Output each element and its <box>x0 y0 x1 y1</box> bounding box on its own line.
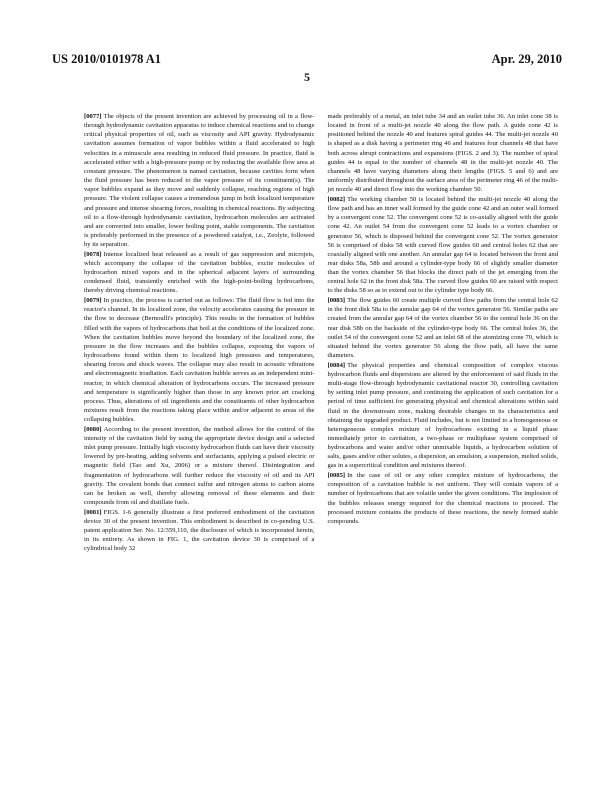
paragraph-0078 <box>84 250 315 296</box>
paragraph-0080 <box>84 425 315 507</box>
page-number: 5 <box>304 70 310 84</box>
paragraph-text: In the case of oil or any other complex mixture of hydrocarbons, the composition of a cavitation bubble is not uniform. They will contain vapors of a number of hydrocarbons that are volatile under the given conditions. The implosion of the bubbles releases energy required for the chemical reactions to proceed. The processed mixture contains the products of these reactions, the newly formed stable compounds. <box>327 472 558 525</box>
paragraph-text: The objects of the present invention are achieved by processing oil in a flow-through hydrodynamic cavitation apparatus to induce chemical reactions and to change critical physical properties of oil, such as viscosity and API gravity. Hydrodynamic cavitation assumes formation of vapor bubbles within a fluid accelerated to high velocities in a minuscule area resulting in reduced fluid pressure. In practice, fluid is accelerated either with a high-pressure pump or by reducing the available flow area at constant pressure. The phenomenon is named cavitation, because cavities form when the fluid pressure has been reduced to the vapor pressure of its constituent(s). The vapor bubbles expand as they move and suddenly collapse, reaching regions of high pressure. The violent collapse causes a tremendous jump in both localized temperature and pressure and intense shearing forces, resulting in chemical reactions. By subjecting oil to a flow-through hydrodynamic cavitation, hydrocarbon molecules are activated and are converted into smaller, lower boiling point, stable components. The cavitation is preferably performed in the presence of a powdered catalyst, i.e., Zeolyte, followed by its separation. <box>84 113 315 249</box>
right-column <box>328 112 559 554</box>
page-header <box>52 52 562 67</box>
paragraph-text: FIGS. 1-6 generally illustrate a first preferred embodiment of the cavitation device 30 of the present invention. This embodiment is described in co-pending U.S. patent application Ser. No. 12/359,110, the disclosure of which is incorporated herein, in its entirety. As shown in FIG. 1, the cavitation device 30 is comprised of a cylindrical body 32 <box>84 508 315 553</box>
publication-date: Apr. 29, 2010 <box>491 52 562 66</box>
paragraph-text: According to the present invention, the method allows for the control of the intensity of the cavitation field by using the appropriate device design and a selected inlet pump pressure. Initially high viscosity hydrocarbon fluids can have their viscosity lowered by pre-heating, adding solvents and surfactants, applying a pulsed electric or magnetic field (Tao and Xu, 2006) or a mixture thereof. Disintegration and fragmentation of hydrocarbons will further reduce the viscosity of oil and its API gravity. The covalent bonds that connect sulfur and nitrogen atoms to carbon atoms can be broken as well, thereby allowing removal of these elements and their compounds from oil and distillate fuels. <box>84 425 315 507</box>
paragraph-text: In practice, the process is carried out as follows: The fluid flow is fed into the reactor's channel. In its localized zone, the velocity accelerates causing the pressure in the flow to decrease (Bernoulli's principle). This results in the formation of bubbles filled with the vapors of hydrocarbons that boil at the conditions of the localized zone. When the cavitation bubbles move beyond the boundary of the localized zone, the pressure in the flow increases and the bubbles collapse, exposing the vapors of hydrocarbons found within them to localized high pressures and temperatures, shearing forces and shock waves. The collapse may also result in acoustic vibrations and electromagnetic irradiation. Each cavitation bubble serves as an independent mini-reactor, in which chemical alteration of hydrocarbons occurs. The increased pressure and temperature is significantly higher than those in any known prior art cracking process. Thus, alterations of oil ingredients and the constituents of other hydrocarbon mixtures result from the reactions taking place within and/or adjacent to areas of the collapsing bubbles. <box>84 297 315 424</box>
paragraph-0082 <box>328 195 559 296</box>
paragraph-text: The physical properties and chemical composition of complex viscous hydrocarbon fluids and dispersions are altered by the enforcement of said fluids in the multi-stage flow-through hydrodynamic cavitational reactor 30, controlling cavitation by setting inlet pump pressure, and continuing the application of such cavitation for a period of time sufficient for generating physical and chemical alterations within said fluid in the downstream zone, making desirable changes in its characteristics and obtaining the upgraded product. Fluid includes, but is not limited to a homogeneous or heterogeneous complex mixture of hydrocarbons existing in a liquid phase immediately prior to cavitation, a two-phase or multiphase system comprised of hydrocarbons and water and/or other unmixable liquids, a hydrocarbon solution of salts, gases and/or other solutes, a dispersion, an emulsion, a suspension, melted solids, gas in a supercritical condition and mixtures thereof. <box>327 361 558 470</box>
paragraph-text: The flow guides 60 create multiple curved flow paths from the central hole 62 in the front disk 58a to the annular gap 64 of the vortex generator 56. Similar paths are created from the annular gap 64 of the vortex chamber 56 to the central hole 36 on the rear disk 58b on the backside of the cylinder-type body 66. The central holes 36, the outlet 54 of the convergent cone 52 and an inlet 68 of the atomizing cone 70, which is situated behind the vortex generator 56 along the flow path, all have the same diameters. <box>327 297 558 360</box>
paragraph-0085 <box>328 471 559 526</box>
text-columns <box>84 112 558 554</box>
paragraph-0081-continued <box>328 112 559 194</box>
paragraph-0083 <box>328 296 559 360</box>
paragraph-0077 <box>84 112 315 249</box>
left-column <box>84 112 315 554</box>
paragraph-number: [0077] <box>84 113 102 120</box>
paragraph-number: [0083] <box>327 297 346 305</box>
paragraph-number: [0080] <box>84 425 102 433</box>
paragraph-number: [0085] <box>327 472 346 480</box>
paragraph-number: [0084] <box>327 361 346 369</box>
paragraph-number: [0079] <box>84 297 102 305</box>
paragraph-text: The working chamber 50 is located behind the multi-jet nozzle 40 along the flow path and has an inner wall formed by the guide cone 42 and an outer wall formed by a convergent cone 52. The convergent cone 52 is co-axially aligned with the guide cone 42. An outlet 54 from the convergent cone 52 leads to a vortex chamber or generator 56, which is disposed behind the convergent cone 52. The vortex generator 56 is comprised of disks 58 with curved flow guides 60 and central holes 62 that are coaxially aligned with one another. An annular gap 64 is located between the front and rear disks 58a, 58b and around a cylinder-type body 66 of slightly smaller diameter than the vortex chamber 56 that blocks the direct path of the jet emerging from the central hole 62 in the front disk 58a. The curved flow guides 60 are raised with respect to the disks 58 so as to extend out to the cylinder type body 66. <box>327 195 558 295</box>
patent-number: US 2010/0101978 A1 <box>52 52 162 66</box>
paragraph-0084 <box>328 361 559 471</box>
paragraph-0081 <box>84 508 315 554</box>
paragraph-text: made preferably of a metal, an inlet tube 34 and an outlet tube 36. An inlet cone 38 is located in front of a multi-jet nozzle 40 along the flow path. A guide cone 42 is positioned behind the nozzle 40 and features spiral guides 44. The multi-jet nozzle 40 is shaped as a disk having a perimeter ring 46 and features four channels 48 that have both across abrupt contractions and expansions (FIGS. 2 and 3). The number of spiral guides 44 is equal to the number of channels 48 in the multi-jet nozzle 40. The channels 48 have varying diameters along their lengths (FIGS. 5 and 6) and are uniformly distributed throughout the surface area of the perimeter ring 46 of the multi-jet nozzle 40 and direct flow into the working chamber 50. <box>327 113 558 194</box>
paragraph-0079 <box>84 296 315 424</box>
paragraph-number: [0081] <box>84 508 102 516</box>
paragraph-text: Intense localized heat released as a result of gas suppression and microjets, which accompany the collapse of the cavitation bubbles, excite molecules of hydrocarbon mixed vapors and in the spherical adjacent layers of surrounding condensed fluid, transiently enriched with the high-point-boiling hydrocarbons, thereby driving chemical reactions. <box>84 250 315 295</box>
paragraph-number: [0082] <box>327 195 346 203</box>
paragraph-number: [0078] <box>84 250 102 258</box>
